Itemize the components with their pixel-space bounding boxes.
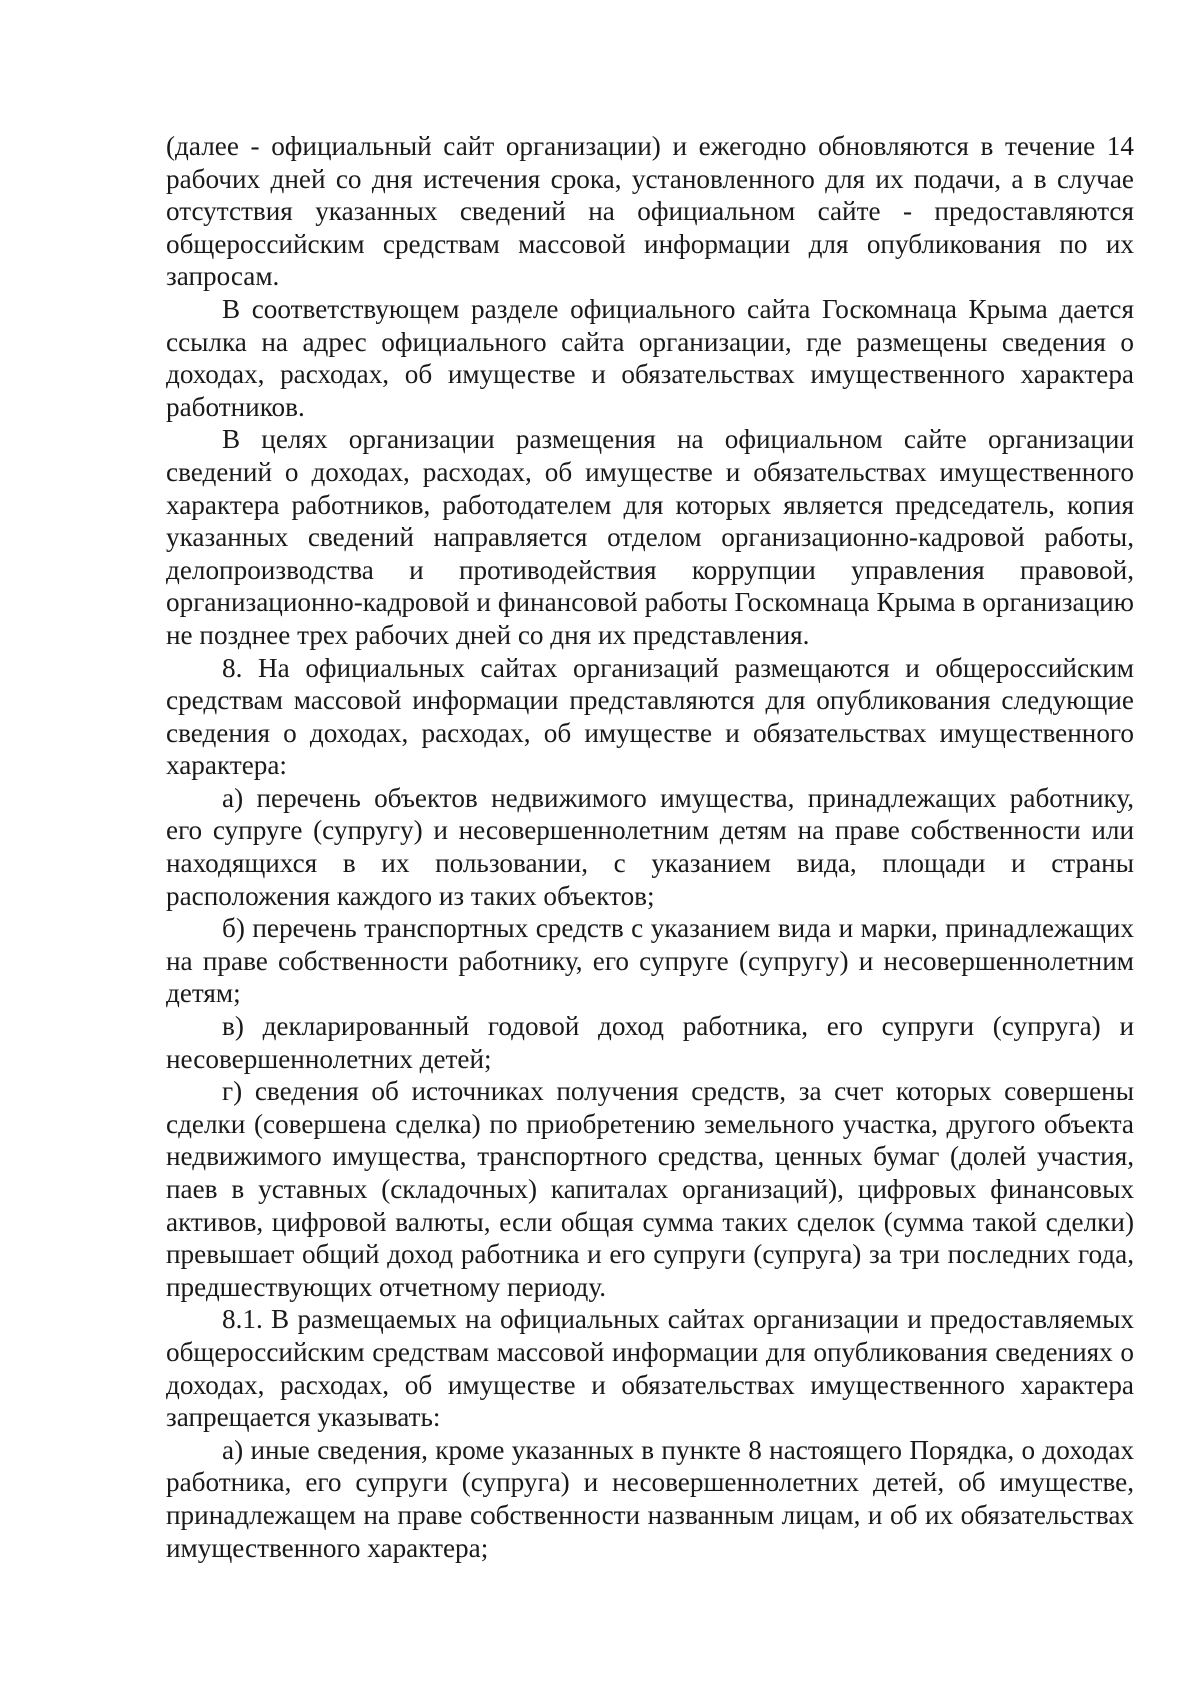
paragraph-item-8-g: г) сведения об источниках получения средств, за счет которых совершены сделки (совершена сделка) по приобретению земельного участка, другого объекта недвижимого имущества, транспортного средства, ценных бумаг (долей участия, паев в уставных (складочных) капиталах организаций), цифровых финансовых активов, цифровой валюты, если общая сумма таких сделок (сумма такой сделки) превышает общий доход работника и его супруги (супруга) за три последних года, предшествующих отчетному периоду.	[166, 1076, 1134, 1302]
paragraph-item-8-b: б) перечень транспортных средств с указанием вида и марки, принадлежащих на праве собственности работнику, его супруге (супругу) и несовершеннолетним детям;	[166, 913, 1134, 1009]
paragraph-3: В целях организации размещения на официальном сайте организации сведений о доходах, расходах, об имуществе и обязательствах имущественного характера работников, работодателем для которых является председатель, копия указанных сведений направляется отделом организационно-кадровой работы, делопроизводства и противодействия коррупции управления правовой, организационно-кадровой и финансовой работы Госкомнаца Крыма в организацию не позднее трех рабочих дней со дня их представления.	[166, 424, 1134, 650]
paragraph-1: (далее - официальный сайт организации) и ежегодно обновляются в течение 14 рабочих дней со дня истечения срока, установленного для их подачи, а в случае отсутствия указанных сведений на официальном сайте - предоставляются общероссийским средствам массовой информации для опубликования по их запросам.	[166, 131, 1134, 292]
paragraph-item-8-a: а) перечень объектов недвижимого имущества, принадлежащих работнику, его супруге (супругу) и несовершеннолетним детям на праве собственности или находящихся в их пользовании, с указанием вида, площади и страны расположения каждого из таких объектов;	[166, 782, 1134, 911]
paragraph-item-8-1: 8.1. В размещаемых на официальных сайтах организации и предоставляемых общероссийским средствам массовой информации для опубликования сведениях о доходах, расходах, об имуществе и обязательствах имущественного характера запрещается указывать:	[166, 1304, 1134, 1433]
paragraph-item-8-1-a: а) иные сведения, кроме указанных в пункте 8 настоящего Порядка, о доходах работника, его супруги (супруга) и несовершеннолетних детей, об имуществе, принадлежащем на праве собственности названным лицам, и об их обязательствах имущественного характера;	[166, 1434, 1134, 1563]
document-page	[166, 130, 1134, 1564]
paragraph-item-8: 8. На официальных сайтах организаций размещаются и общероссийским средствам массовой информации представляются для опубликования следующие сведения о доходах, расходах, об имуществе и обязательствах имущественного характера:	[166, 652, 1134, 781]
paragraph-item-8-v: в) декларированный годовой доход работника, его супруги (супруга) и несовершеннолетних детей;	[166, 1011, 1134, 1074]
paragraph-2: В соответствующем разделе официального сайта Госкомнаца Крыма дается ссылка на адрес официального сайта организации, где размещены сведения о доходах, расходах, об имуществе и обязательствах имущественного характера работников.	[166, 293, 1134, 422]
